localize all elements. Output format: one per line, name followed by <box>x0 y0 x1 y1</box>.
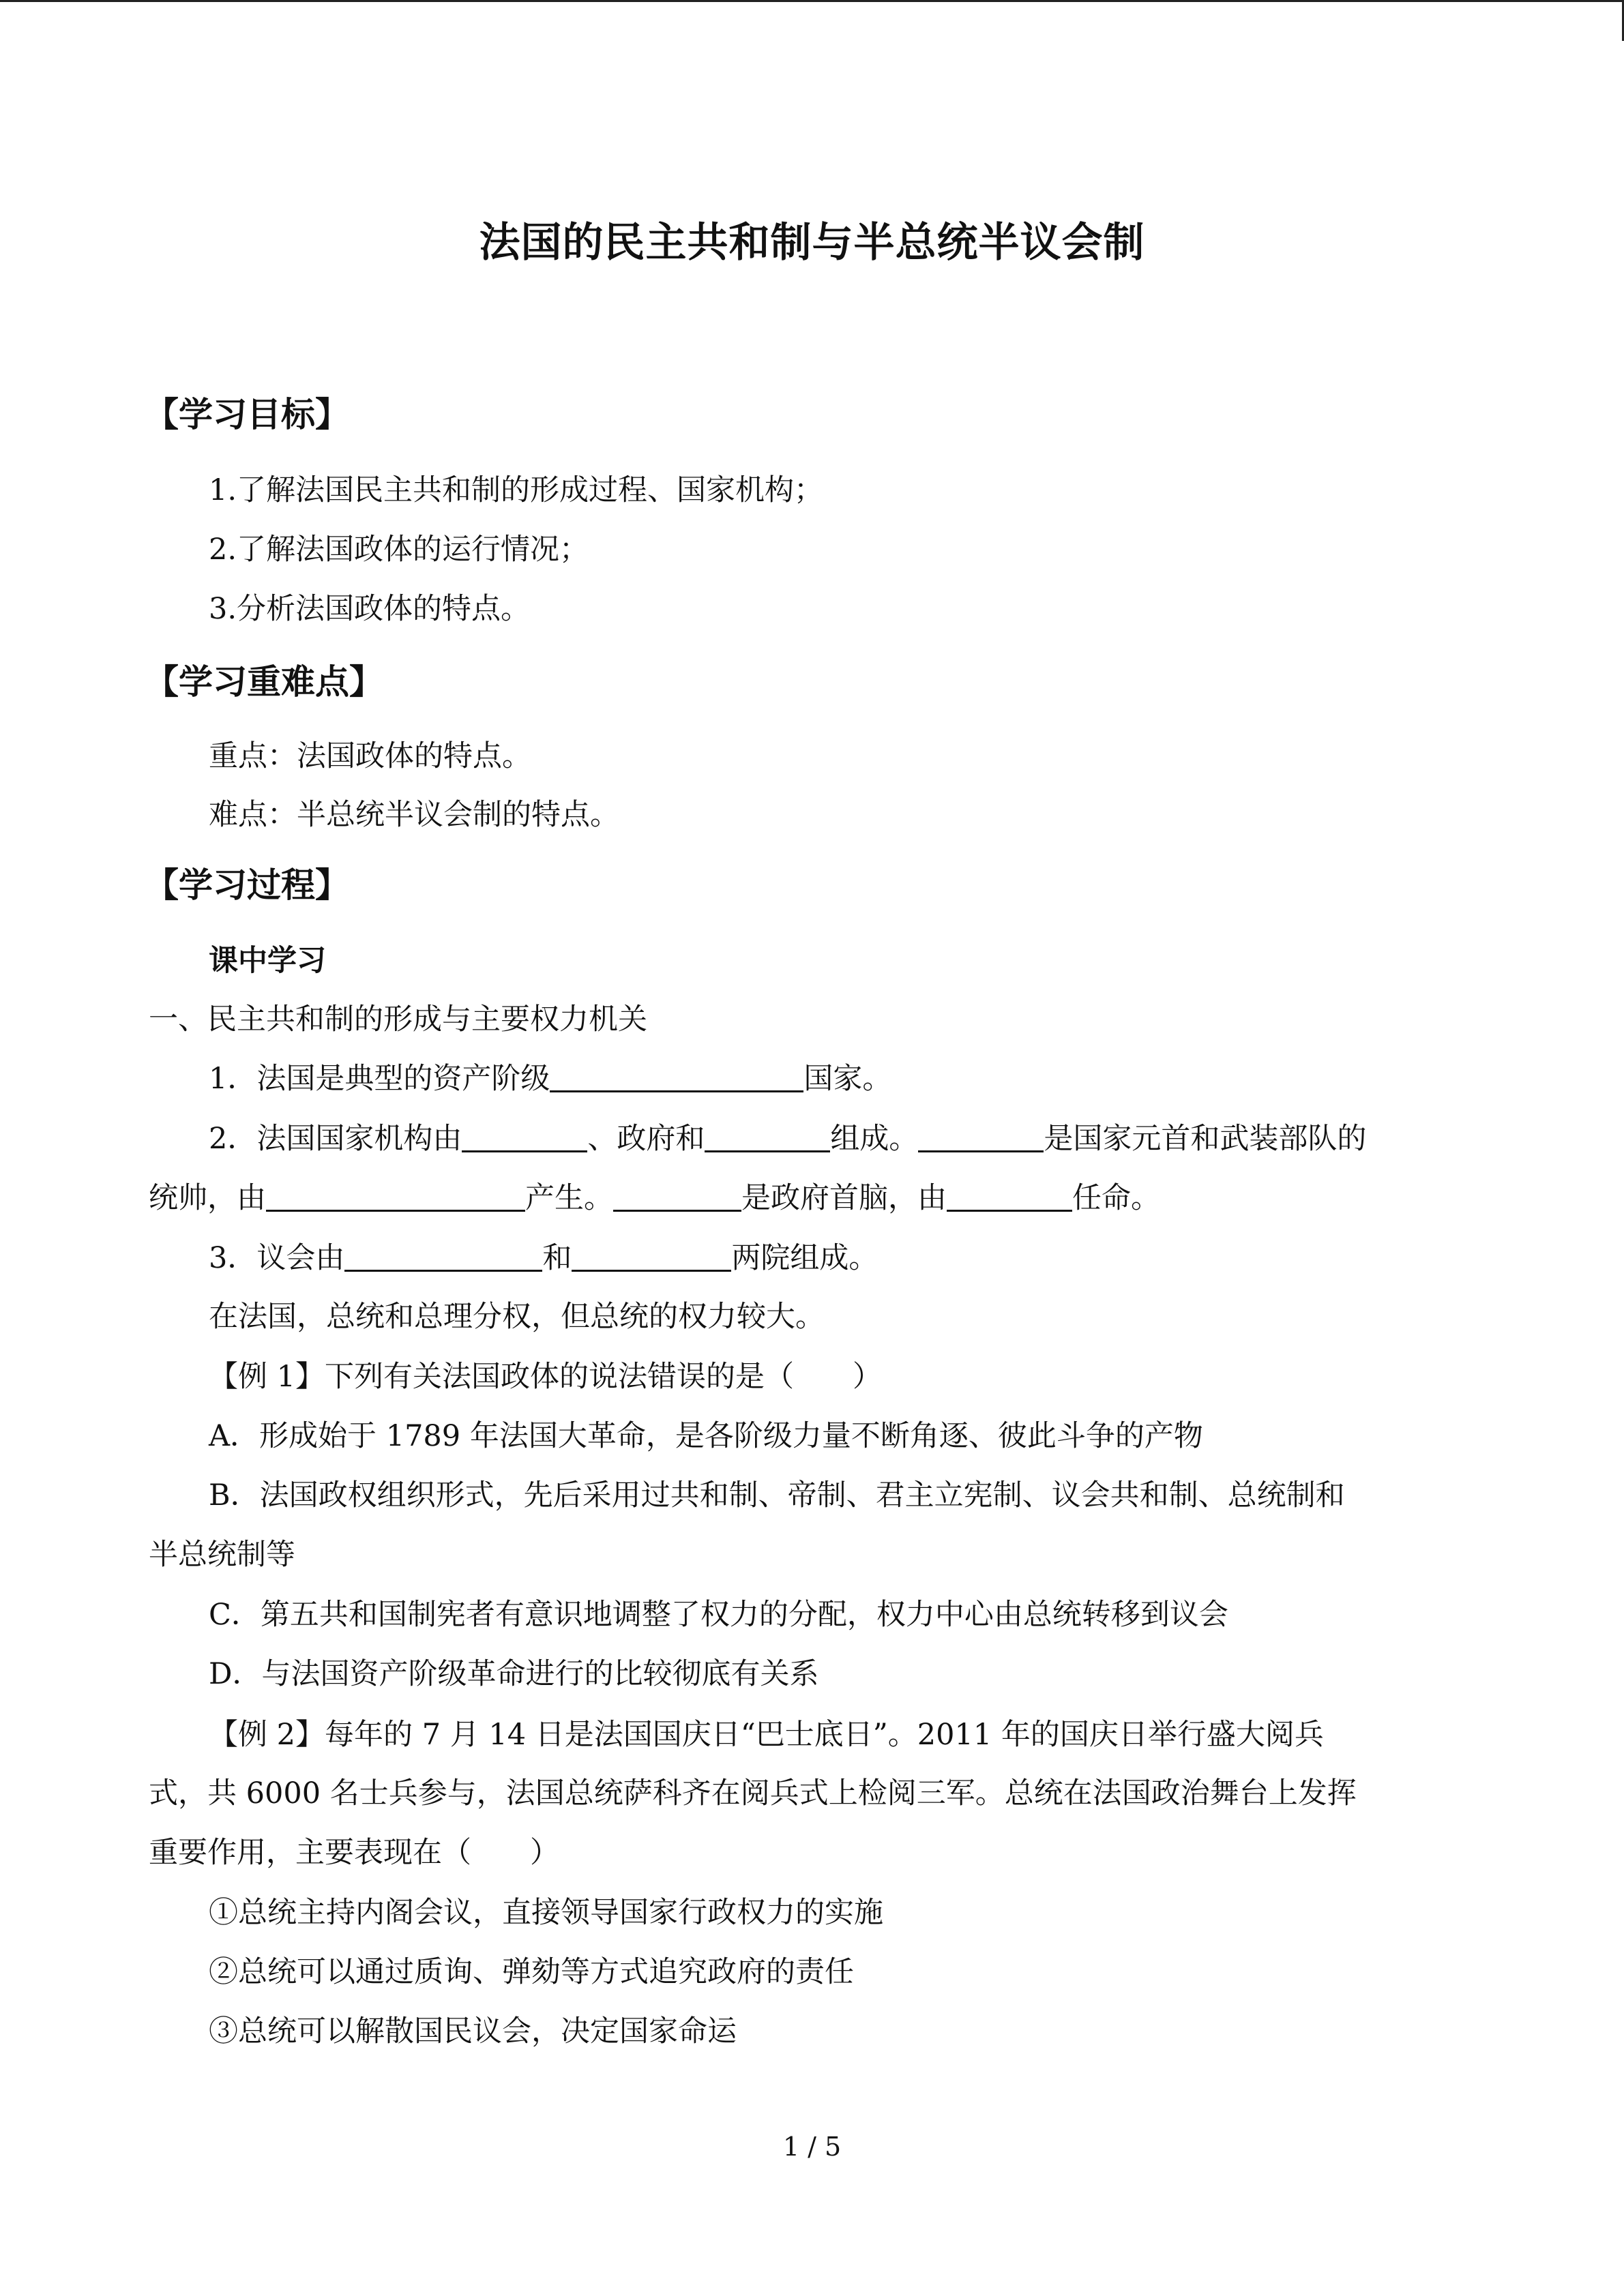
question-2-line-2 <box>149 1181 1160 1217</box>
example-2-item-2: ②总统可以通过质询、弹劾等方式追究政府的责任 <box>209 1955 854 1989</box>
q3-text-c: 两院组成。 <box>731 1241 879 1275</box>
example-2-item-3: ③总统可以解散国民议会，决定国家命运 <box>209 2014 737 2048</box>
example-2-item-1: ①总统主持内阁会议，直接领导国家行政权力的实施 <box>209 1896 883 1930</box>
power-note: 在法国，总统和总理分权，但总统的权力较大。 <box>209 1300 825 1334</box>
question-1 <box>209 1062 891 1097</box>
q2-text-d: 是国家元首和武装部队的 <box>1044 1122 1367 1156</box>
fill-blank-2[interactable] <box>462 1123 587 1152</box>
fill-blank-4[interactable] <box>918 1123 1044 1152</box>
process-heading: 【学习过程】 <box>145 865 349 905</box>
q2-text-b: 、政府和 <box>587 1122 705 1156</box>
objective-1: 1.了解法国民主共和制的形成过程、国家机构； <box>209 473 824 507</box>
q2-text-a: 2．法国国家机构由 <box>209 1122 462 1156</box>
example-1-option-b-cont: 半总统制等 <box>149 1538 295 1572</box>
question-3 <box>209 1241 878 1277</box>
example-1-option-a: A．形成始于 1789 年法国大革命，是各阶级力量不断角逐、彼此斗争的产物 <box>209 1419 1203 1453</box>
example-1-stem: 【例 1】下列有关法国政体的说法错误的是（ ） <box>209 1360 883 1394</box>
keypoint-focus: 重点：法国政体的特点。 <box>209 739 531 773</box>
q2-text-f: 产生。 <box>525 1181 613 1215</box>
objective-3: 3.分析法国政体的特点。 <box>209 592 531 626</box>
keypoints-heading: 【学习重难点】 <box>145 662 383 702</box>
example-1-option-d: D．与法国资产阶级革命进行的比较彻底有关系 <box>209 1657 819 1691</box>
fill-blank-6[interactable] <box>613 1182 741 1212</box>
fill-blank-3[interactable] <box>705 1123 830 1152</box>
example-2-stem-3: 重要作用，主要表现在（ ） <box>149 1836 559 1870</box>
fill-blank-9[interactable] <box>572 1242 731 1272</box>
q1-text-b: 国家。 <box>803 1062 892 1096</box>
page-title: 法国的民主共和制与半总统半议会制 <box>479 219 1145 267</box>
page-number: 1 / 5 <box>782 2132 842 2162</box>
fill-blank-1[interactable] <box>550 1063 803 1092</box>
process-subheading: 课中学习 <box>209 944 326 978</box>
keypoint-difficulty: 难点：半总统半议会制的特点。 <box>209 798 619 832</box>
question-2-line-1 <box>209 1122 1366 1157</box>
q2-text-h: 任命。 <box>1072 1181 1160 1215</box>
objectives-heading: 【学习目标】 <box>145 395 349 434</box>
fill-blank-7[interactable] <box>947 1182 1072 1212</box>
fill-blank-8[interactable] <box>344 1242 542 1272</box>
objective-2: 2.了解法国政体的运行情况； <box>209 533 589 567</box>
q3-text-a: 3．议会由 <box>209 1241 345 1275</box>
example-2-stem-1: 【例 2】每年的 7 月 14 日是法国国庆日“巴士底日”。2011 年的国庆日举行盛大阅兵 <box>209 1718 1324 1752</box>
q2-text-g: 是政府首脑，由 <box>741 1181 947 1215</box>
q2-text-c: 组成。 <box>830 1122 919 1156</box>
example-1-option-c: C．第五共和国制宪者有意识地调整了权力的分配，权力中心由总统转移到议会 <box>209 1598 1228 1632</box>
q1-text-a: 1．法国是典型的资产阶级 <box>209 1062 550 1096</box>
part1-title: 一、民主共和制的形成与主要权力机关 <box>149 1002 647 1037</box>
q2-text-e: 统帅，由 <box>149 1181 266 1215</box>
q3-text-b: 和 <box>542 1241 572 1275</box>
example-2-stem-2: 式，共 6000 名士兵参与，法国总统萨科齐在阅兵式上检阅三军。总统在法国政治舞台上发挥 <box>149 1776 1357 1810</box>
example-1-option-b: B．法国政权组织形式，先后采用过共和制、帝制、君主立宪制、议会共和制、总统制和 <box>209 1478 1345 1512</box>
fill-blank-5[interactable] <box>266 1182 525 1212</box>
